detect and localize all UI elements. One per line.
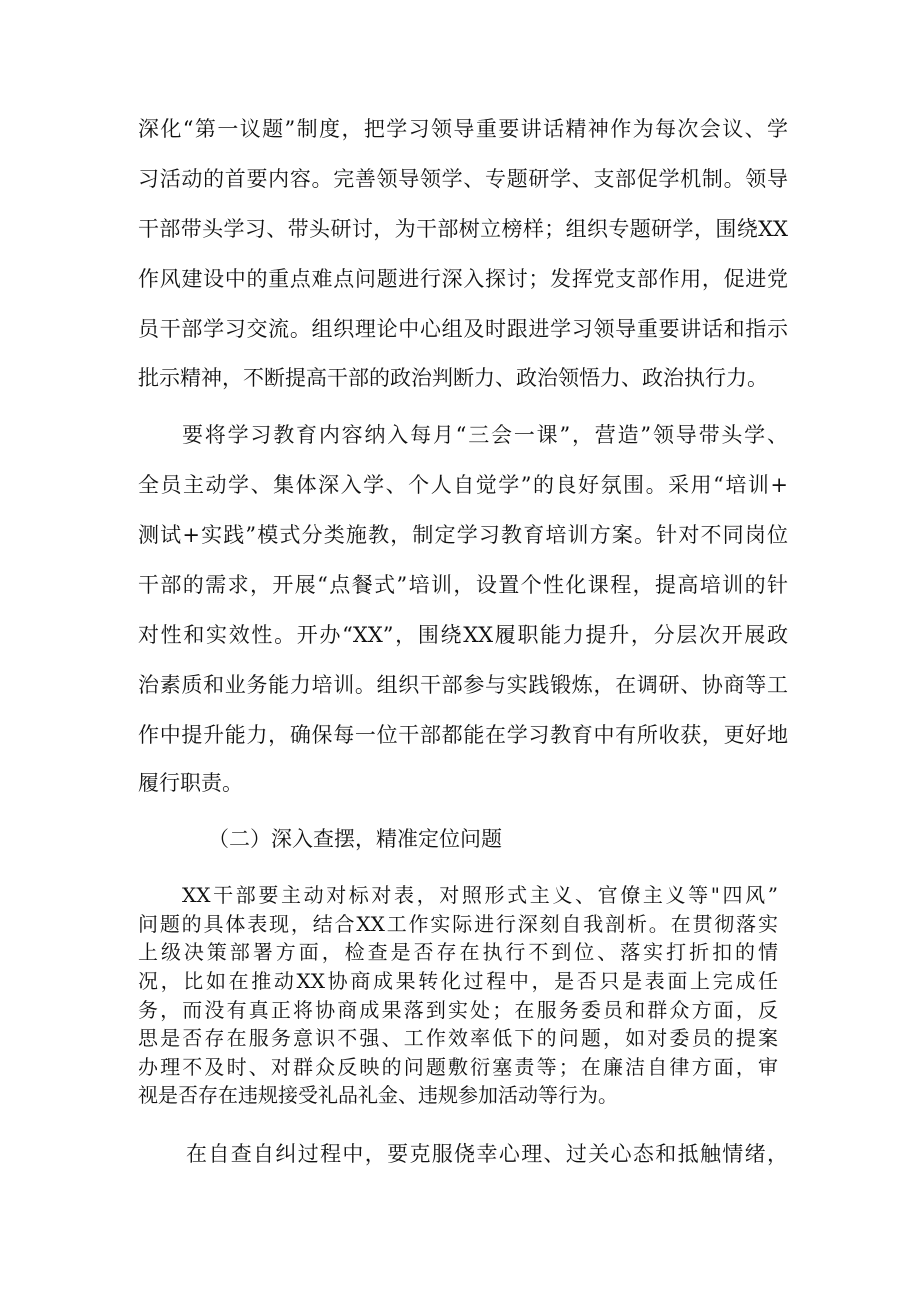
text-line: 作风建设中的重点难点问题进行深入探讨；发挥党支部作用，促进党 <box>138 267 788 291</box>
text-line: 治素质和业务能力培训。组织干部参与实践锻炼，在调研、协商等工 <box>138 673 788 697</box>
text-line: 上级决策部署方面，检查是否存在执行不到位、落实打折扣的情 <box>138 940 778 964</box>
text-line: 深化“第一议题”制度，把学习领导重要讲话精神作为每次会议、学 <box>138 117 788 141</box>
text-line: 要将学习教育内容纳入每月“三会一课”，营造”领导带头学、 <box>182 423 788 447</box>
text-line: 问题的具体表现，结合XX工作实际进行深刻自我剖析。在贯彻落实 <box>138 912 778 936</box>
text-line: 员干部学习交流。组织理论中心组及时跟进学习领导重要讲话和指示 <box>138 317 788 341</box>
section-heading: （二）深入查摆，精准定位问题 <box>208 827 502 851</box>
text-line: 习活动的首要内容。完善领导领学、专题研学、支部促学机制。领导 <box>138 167 788 191</box>
text-line: 务，而没有真正将协商成果落到实处；在服务委员和群众方面，反 <box>138 998 778 1022</box>
text-line: 测试+实践”模式分类施教，制定学习教育培训方案。针对不同岗位 <box>138 523 788 547</box>
text-line: 在自查自纠过程中，要克服侥幸心理、过关心态和抵触情绪， <box>186 1142 788 1166</box>
text-line: 干部的需求，开展“点餐式”培训，设置个性化课程，提高培训的针 <box>138 573 788 597</box>
text-line: 视是否存在违规接受礼品礼金、违规参加活动等行为。 <box>138 1083 618 1107</box>
text-line: 全员主动学、集体深入学、个人自觉学”的良好氛围。采用“培训+ <box>138 473 788 497</box>
text-line: 批示精神，不断提高干部的政治判断力、政治领悟力、政治执行力。 <box>138 366 768 390</box>
text-line: 办理不及时、对群众反映的问题敷衍塞责等；在廉洁自律方面，审 <box>138 1055 778 1079</box>
text-line: 干部带头学习、带头研讨，为干部树立榜样；组织专题研学，围绕XX <box>138 217 788 241</box>
text-line: 思是否存在服务意识不强、工作效率低下的问题，如对委员的提案 <box>138 1026 778 1050</box>
text-line: 履行职责。 <box>138 771 243 795</box>
text-line: 况，比如在推动XX协商成果转化过程中，是否只是表面上完成任 <box>138 969 778 993</box>
text-line: XX干部要主动对标对表，对照形式主义、官僚主义等"四风” <box>182 883 778 907</box>
text-line: 作中提升能力，确保每一位干部都能在学习教育中有所收获，更好地 <box>138 723 788 747</box>
text-line: 对性和实效性。开办“XX”，围绕XX履职能力提升，分层次开展政 <box>138 623 788 647</box>
